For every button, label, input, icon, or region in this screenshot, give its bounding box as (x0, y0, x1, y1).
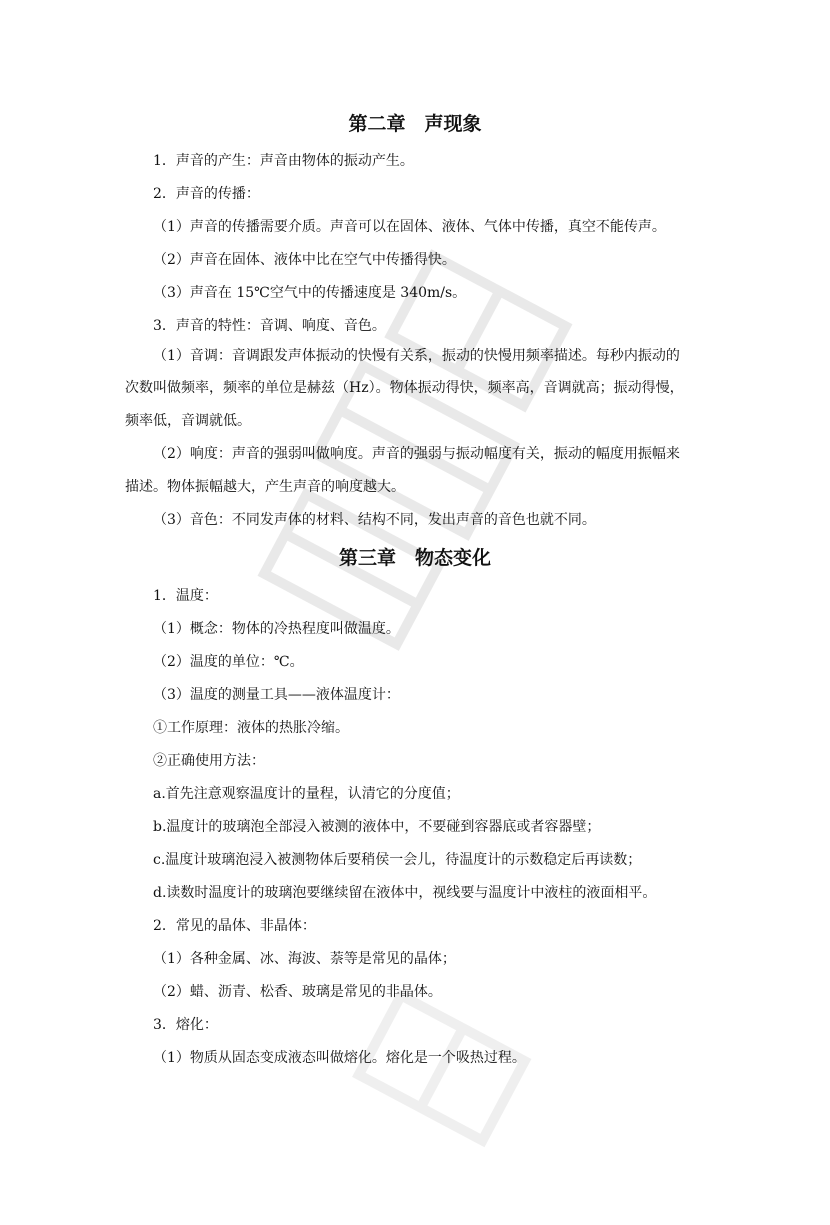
ch3-line-14: 3．熔化： (153, 1017, 218, 1033)
ch2-line-4: （2）声音在固体、液体中比在空气中传播得快。 (153, 252, 456, 268)
ch3-line-9: c.温度计玻璃泡浸入被测物体后要稍侯一会儿，待温度计的示数稳定后再读数； (153, 852, 642, 868)
ch2-line-11: 描述。物体振幅越大，产生声音的响度越大。 (125, 479, 405, 495)
ch3-line-1: 1．温度： (153, 588, 218, 604)
ch3-line-6: ②正确使用方法： (153, 753, 265, 769)
ch2-line-9: 频率低，音调就低。 (125, 413, 251, 429)
chapter-2-title: 第二章 声现象 (348, 113, 482, 135)
ch2-line-7: （1）音调：音调跟发声体振动的快慢有关系，振动的快慢用频率描述。每秒内振动的 (153, 348, 680, 364)
ch3-line-7: a.首先注意观察温度计的量程，认清它的分度值； (153, 786, 460, 802)
ch2-line-10: （2）响度：声音的强弱叫做响度。声音的强弱与振动幅度有关，振动的幅度用振幅来 (153, 446, 680, 462)
ch3-line-8: b.温度计的玻璃泡全部浸入被测的液体中，不要碰到容器底或者容器壁； (153, 819, 601, 835)
ch2-line-2: 2．声音的传播： (153, 186, 260, 202)
chapter-3-title: 第三章 物态变化 (338, 547, 491, 569)
ch3-line-5: ①工作原理：液体的热胀冷缩。 (153, 720, 349, 736)
ch3-line-13: （2）蜡、沥青、松香、玻璃是常见的非晶体。 (153, 984, 442, 1000)
ch2-line-12: （3）音色：不同发声体的材料、结构不同，发出声音的音色也就不同。 (153, 512, 596, 528)
ch3-line-2: （1）概念：物体的冷热程度叫做温度。 (153, 621, 400, 637)
ch2-line-6: 3．声音的特性：音调、响度、音色。 (153, 318, 386, 334)
ch3-line-3: （2）温度的单位：℃。 (153, 654, 304, 670)
ch2-line-5: （3）声音在 15℃空气中的传播速度是 340m/s。 (153, 285, 467, 301)
ch2-line-3: （1）声音的传播需要介质。声音可以在固体、液体、气体中传播，真空不能传声。 (153, 219, 666, 235)
ch2-line-1: 1．声音的产生：声音由物体的振动产生。 (153, 153, 414, 169)
ch3-line-10: d.读数时温度计的玻璃泡要继续留在液体中，视线要与温度计中液柱的液面相平。 (153, 885, 657, 901)
ch3-line-15: （1）物质从固态变成液态叫做熔化。熔化是一个吸热过程。 (153, 1050, 526, 1066)
ch3-line-12: （1）各种金属、冰、海波、萘等是常见的晶体； (153, 951, 456, 967)
ch3-line-4: （3）温度的测量工具——液体温度计： (153, 687, 400, 703)
ch2-line-8: 次数叫做频率，频率的单位是赫兹（Hz）。物体振动得快，频率高，音调就高；振动得慢， (125, 380, 684, 396)
ch3-line-11: 2．常见的晶体、非晶体： (153, 918, 316, 934)
